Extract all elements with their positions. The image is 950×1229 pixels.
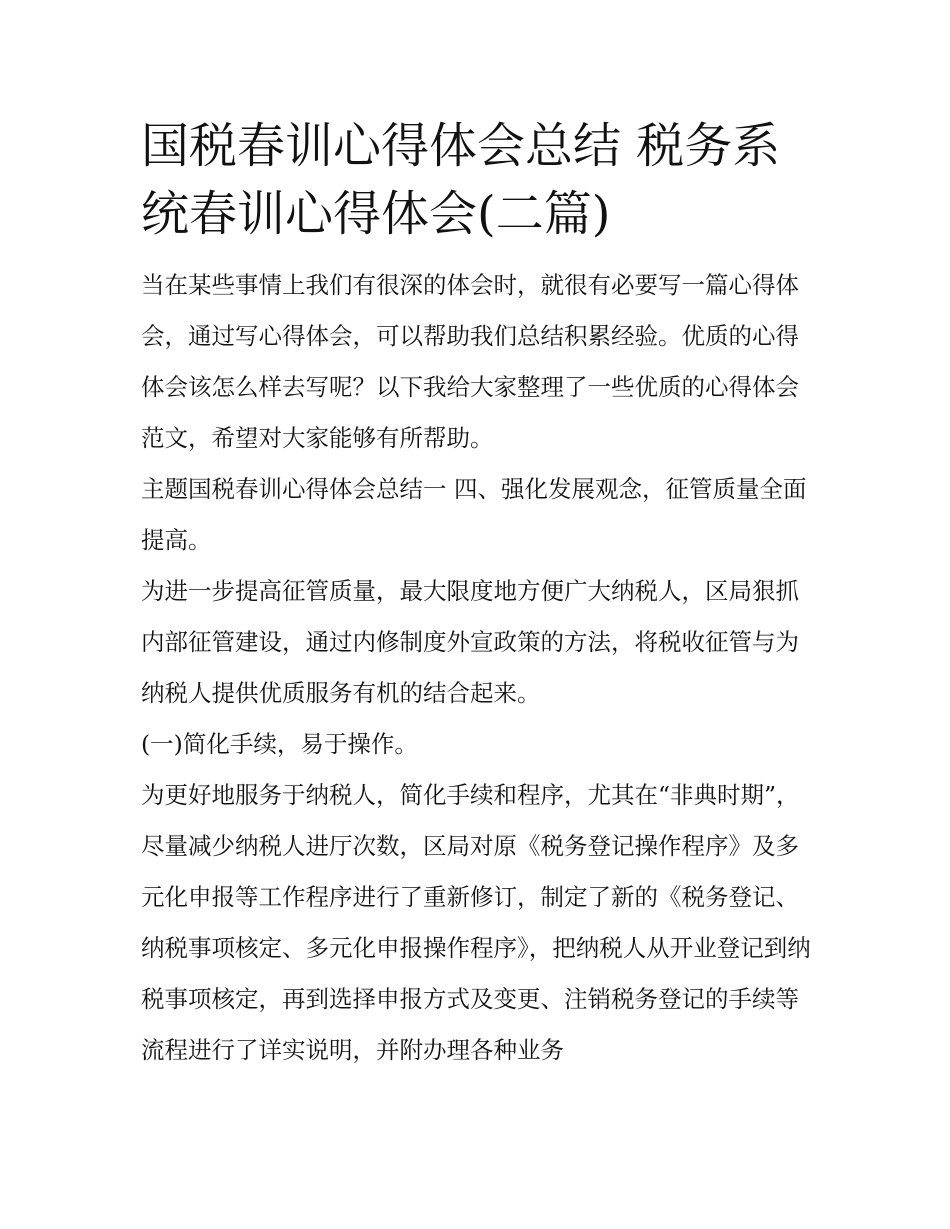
document-body	[141, 112, 813, 1076]
paragraph-topic-heading: 主题国税春训心得体会总结一 四、强化发展观念，征管质量全面提高。	[141, 475, 807, 554]
paragraph-collection-quality: 为进一步提高征管质量，最大限度地方便广大纳税人，区局狠抓内部征管建设，通过内修制度外宣政策的方法，将税收征管与为纳税人提供优质服务有机的结合起来。	[141, 577, 799, 707]
paragraph-intro: 当在某些事情上我们有很深的体会时，就很有必要写一篇心得体会，通过写心得体会，可以帮助我们总结积累经验。优质的心得体会该怎么样去写呢？以下我给大家整理了一些优质的心得体会范文，希望对大家能够有所帮助。	[141, 271, 799, 452]
paragraph-procedures: 为更好地服务于纳税人，简化手续和程序，尤其在“非典时期”，尽量减少纳税人进厅次数，区局对原《税务登记操作程序》及多元化申报等工作程序进行了重新修订，制定了新的《税务登记、纳税事项核定、多元化申报操作程序》，把纳税人从开业登记到纳税事项核定，再到选择申报方式及变更、注销税务登记的手续等流程进行了详实说明，并附办理各种业务	[141, 781, 811, 1064]
document-title: 国税春训心得体会总结 税务系统春训心得体会(二篇)	[141, 118, 781, 242]
paragraph-subheading-simplify: (一)简化手续，易于操作。	[141, 730, 418, 758]
